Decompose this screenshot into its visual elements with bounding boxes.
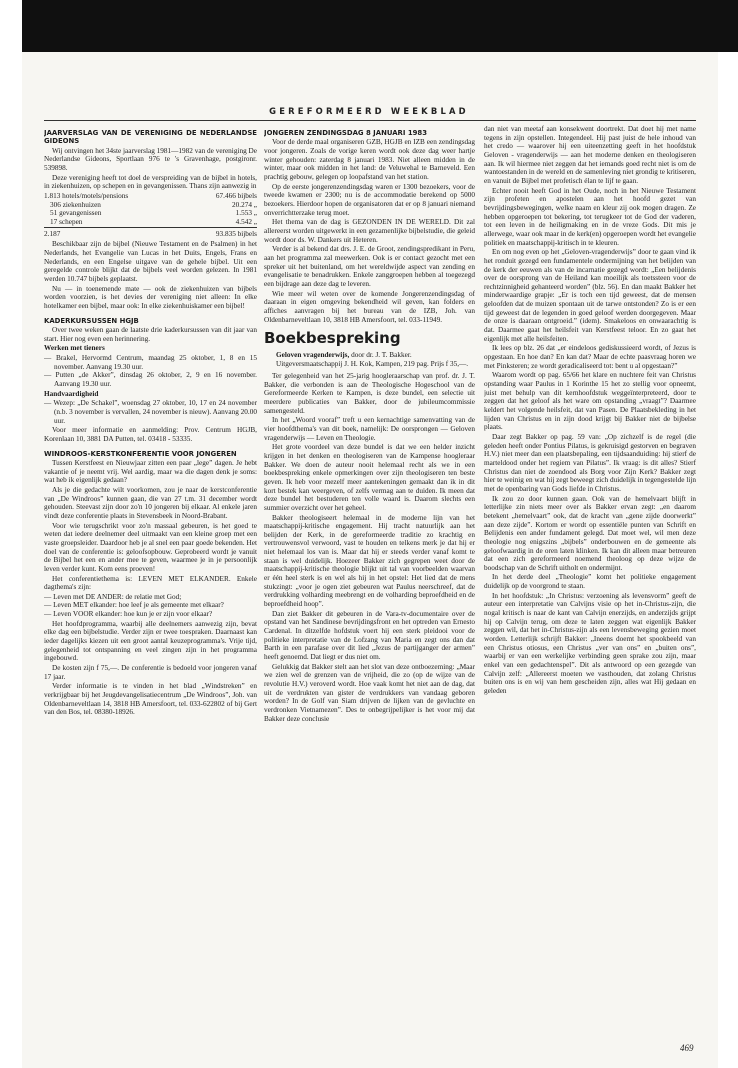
column-2	[264, 125, 475, 1045]
review-paragraph: En om nog even op het „Geloven-vragenderwijs” door te gaan vind ik het ronduit gezegd een fundamentele ondermijning van het belijden van de kerk der eeuwen als van de incarnatie gezegd wordt: „Een belijdenis over de oorsprong van de Heiland kan moeilijk als toetssteen voor de rechtzinnigheid gehanteerd worden” (blz. 56). En dan maakt Bakker het minderwaardige grapje: „Er is toch een tijd geweest, dat de mensen geloofden dat de muizen spontaan uit de tarwe ontstonden? Zo is er een tijd geweest dat de legenden in goed geloof werden doorgegeven. Maar de onze is daaraan ontgroeid.” (idem). Smakeloos en onwaarachtig is dat. Daarmee gaat het heilsfeit van Kerstfeest teloor. En zo gaat het eigenlijk met alle heilsfeiten.	[484, 248, 696, 343]
windroos-paragraph: Tussen Kerstfeest en Nieuwjaar zitten een paar „lege” dagen. Je hebt vakantie of je neemt vrij. Wel aardig, maar wa die dagen denk je soms: wat heb ik eigenlijk gedaan?	[44, 458, 257, 485]
windroos-list	[44, 593, 257, 619]
stats-label: 17 schepen	[50, 218, 83, 227]
stats-label: 306 ziekenhuizen	[50, 200, 101, 209]
stats-row	[44, 201, 257, 210]
stats-value: 67.466 bijbels	[215, 192, 257, 201]
book-author: door dr. J. T. Bakker.	[349, 351, 412, 360]
stats-label: 1.813 hotels/motels/pensions	[44, 192, 129, 201]
windroos-paragraph: Het hoofdprogramma, waarbij alle deelnemers aanwezig zijn, bevat elke dag een bijbelstudie. Verder zijn er twee toespraken. Daarnaast kan ieder dagelijks kiezen uit een groot aantal keuzeprogramma's. Vrije tijd, gelegenheid tot ontspanning en veel zingen zijn in het programma ingebouwd.	[44, 619, 257, 663]
stats-row	[44, 209, 257, 218]
stats-total-value: 93.835 bijbels	[187, 227, 257, 238]
review-paragraph: Ter gelegenheid van het 25-jarig hoogleraarschap van prof. dr. J. T. Bakker, die verbonden is aan de Theologische Hogeschool van de Gereformeerde Kerken te Kampen, is deze bundel, een selectie uit meerdere publicaties van Bakker, door de jubileumcommissie samengesteld.	[264, 372, 475, 415]
list-item: — Leven VOOR elkander: hoe kun je er zijn voor elkaar?	[44, 610, 213, 619]
column-3	[484, 125, 696, 1055]
gideons-paragraph: Deze vereniging heeft tot doel de verspreiding van de bijbel in hotels, in ziekenhuizen, op schepen en in gevangenissen. Thans zijn aanwezig in	[44, 173, 257, 191]
windroos-paragraph: De kosten zijn f 75,—. De conferentie is bedoeld voor jongeren vanaf 17 jaar.	[44, 664, 257, 681]
review-paragraph: In het derde deel „Theologie” komt het politieke engagement duidelijk op de voorgrond te staan.	[484, 573, 696, 591]
book-byline	[264, 351, 475, 368]
kader-list	[44, 399, 257, 425]
windroos-paragraph: Het conferentiethema is: LEVEN MET ELKANDER. Enkele dagthema's zijn:	[44, 574, 257, 592]
stats-label: 51 gevangenissen	[50, 209, 102, 218]
list-item: — Leven met DE ANDER: de relatie met God;	[44, 592, 182, 601]
kader-subheading: Werken met tieners	[44, 344, 105, 353]
windroos-heading: WINDROOS-KERSTKONFERENTIE VOOR JONGEREN	[44, 449, 237, 458]
review-paragraph: Echter nooit heeft God in het Oude, noch in het Nieuwe Testament zijn profeten en apostelen aan het hoofd gezet van bevrijdingsbewegingen, welke naam en kleur zij ook mogen dragen. Ze hebben opgeroepen tot bekering, tot terugkeer tot de God der vaderen, tot een leven in de heiligmaking en in de vreze Gods. Dit mis je allerwege, waar ook maar in de kerk(en) opgeroepen wordt het evangelie politiek en maatschappij-kritisch in te kleuren.	[484, 186, 696, 247]
stats-row	[44, 192, 257, 201]
kader-list	[44, 354, 257, 389]
book-title: Geloven vragenderwijs,	[276, 351, 350, 360]
review-paragraph: In het „Woord vooraf” treft u een kernachtige samenvatting van de vier hoofdthema's van dit boek, namelijk: De oorsprongen — Geloven vragenderwijs — Leven en Theologie.	[264, 416, 475, 442]
kader-paragraph: Over twee weken gaan de laatste drie kaderkursussen van dit jaar van start. Hier nog even een herinnering.	[44, 326, 257, 343]
review-paragraph: Ik lees op blz. 26 dat „er eindeloos gediskussieerd wordt, of Jezus is opgestaan. En hoe dan? En kan dat? Maar de echte paasvraag horen we met Pinksteren; ze wordt geradicaliseerd tot: bent u al opgestaan?”	[484, 344, 696, 370]
windroos-paragraph: Voor wie terugschrikt voor zo'n massaal gebeuren, is het goed te weten dat iedere deelnemer deel uitmaakt van een kleine groep met een vaste groepsleider. Daardoor heb je al snel een paar goede bekenden. Het doel van de conferentie is: geloofsopbouw. Geprobeerd wordt je vanuit de Bijbel het een en ander mee te geven, waarmee je in je persoonlijk leven verder kunt. Kom eens proeven!	[44, 521, 257, 573]
stats-value: 1.553 „	[235, 209, 257, 218]
page-number: 469	[680, 1043, 694, 1053]
stats-total-label: 2.187	[44, 227, 187, 238]
review-paragraph: Ik zou zo door kunnen gaan. Ook van de hemelvaart blijft in letterlijke zin niets meer over als Bakker ervan zegt: „en daarom betekent „hemelvaart” ook, dat de kracht van „gene zijde doorwerkt” aan deze zijde”. Kortom er wordt op essentiële punten van Schrift en Belijdenis een ander fundament gelegd. Dat moet wel, wil men deze theologie nog enigszins „bijbels” onderbouwen en de gemeente als geloofwaardig in de oren laten klinken. Ik kan dit alleen maar betreuren dat een zich gereformeerd noemend theoloog op deze wijze de boodschap van de Schrift uitholt en ondermijnt.	[484, 494, 696, 572]
stats-value: 4.542 „	[235, 218, 257, 227]
header-rule	[44, 120, 696, 121]
kader-subheading: Handvaardigheid	[44, 389, 99, 398]
scan-top-edge	[0, 45, 22, 52]
boekbespreking-heading: Boekbespreking	[264, 329, 401, 348]
review-paragraph: dan niet van meetaf aan konsekwent doortrekt. Dat doet hij met name tegens in zijn opstellen. Integendeel. Hij past juist de hele inhoud van het credo — waarover hij een uiteenzetting geeft in het hoofdstuk Geloven - vragenderwijs — aan het moderne denken en theologiseren aan. Ik wil hiermee niet zeggen dat het iemands goed recht niet is om de wantoestanden in de wereld en de samenleving niet grondig te kritiseren, en vanuit de Bijbel met profetisch élan te lijf te gaan.	[484, 125, 696, 185]
list-item: — Leven MET elkander: hoe leef je als gemeente met elkaar?	[44, 601, 224, 610]
gideons-paragraph: Wij ontvingen het 34ste jaarverslag 1981—1982 van de vereniging De Nederlandse Gideons, Sportlaan 976 te 's Gravenhage, postgironr. 539898.	[44, 146, 257, 173]
stats-total-row	[44, 227, 257, 238]
windroos-paragraph: Verder informatie is te vinden in het blad „Windstreken” en verkrijgbaar bij het Jeugdevangelisatiecentrum „De Windroos”, Joh. van Oldenbarneveltlaan 14, 3818 HB Amersfoort, tel. 033-622802 of bij Gert van den Bos, tel. 08380-18926.	[44, 682, 257, 717]
list-item: — Wezep: „De Schakel”, woensdag 27 oktober, 10, 17 en 24 november (n.b. 3 november is vervallen, 24 november is nieuw). Aanvang 20.00 uur.	[44, 399, 257, 425]
list-item: — Putten „de Akker”, dinsdag 26 oktober, 2, 9 en 16 november. Aanvang 19.30 uur.	[44, 371, 257, 388]
gideons-heading: JAARVERSLAG VAN DE VERENIGING DE NEDERLANDSE GIDEONS	[44, 129, 257, 146]
kader-paragraph: Voor meer informatie en aanmelding: Prov. Centrum HGJB, Korenlaan 10, 3881 DA Putten, tel. 03418 - 53335.	[44, 426, 257, 443]
bible-stats-table	[44, 192, 257, 238]
review-paragraph: Daar zegt Bakker op pag. 59 van: „Op zichzelf is de regel (die geleden heeft onder Pontius Pilatus, is gekruisigd gestorven en begraven H.V.) niet meer dan een plaatsbepaling, een tijdsaanduiding: hij stierf de marteldood onder het regiem van Pilatus”. Ik vraag: is dit alles? Stierf Christus dan niet de zoendood als Borg voor Zijn Kerk? Bakker zegt hier te weinig en wat hij zegt beweegt zich duidelijk in tegengestelde lijn met de openbaring van Gods liefde in Christus.	[484, 432, 696, 493]
book-publisher: Uitgeversmaatschappij J. H. Kok, Kampen, 219 pag. Prijs f 35,—.	[276, 359, 469, 368]
scan-top-border	[22, 0, 738, 52]
kader-heading: KADERKURSUSSEN HGJB	[44, 316, 139, 325]
zendingsdag-paragraph: Het thema van de dag is GEZONDEN IN DE WERELD. Dit zal allereerst worden uitgewerkt in een gezamenlijke bijbelstudie, die geleid wordt door ds. W. Dankers uit Heteren.	[264, 218, 475, 244]
zendingsdag-heading: JONGEREN ZENDINGSDAG 8 JANUARI 1983	[264, 129, 427, 137]
scan-right-margin	[718, 52, 738, 1068]
running-header: GEREFORMEERD WEEKBLAD	[269, 106, 469, 116]
review-paragraph: Waarom wordt op pag. 65/66 het klare en nuchtere feit van Christus opstanding waar Paulus in 1 Korinthe 15 het zo stellig voor opneemt, juist met behulp van dit kernhoofdstuk weggeïnterpreteerd, door te zeggen dat het geloof als het ware om opstanding „vraagt”? Daarmee keldert het volgende heilsfeit, dat van Pasen. De Plaatsbekleding in het lijden van Christus en in zijn dood krijgt bij Bakker niet de bijbelse plaats.	[484, 371, 696, 432]
zendingsdag-paragraph: Voor de derde maal organiseren GZB, HGJB en IZB een zendingsdag voor jongeren. Zoals de vorige keren wordt ook deze dag weer hartje winter gehouden: zaterdag 8 januari 1983. Niet alleen midden in de winter, maar ook midden in het land: de Veluwehal te Barneveld. Een prachtig gebouw, gelegen op loopafstand van het station.	[264, 138, 475, 182]
review-paragraph: Het grote voordeel van deze bundel is dat we een helder inzicht krijgen in het denken en theologiseren van de Kampense hoogleraar Bakker. We doen de auteur nooit helemaal recht als we in een boekbespreking enkele opmerkingen over zijn theologiseren ten beste geven. Ik heb voor mezelf meer aantekeningen gemaakt dan ik in dit kort bestek kan weergeven, of zelfs vermag aan te duiden. Ik meen dat deze bundel het bestuderen ten volle waard is. Daarom slechts een summier overzicht over het geheel.	[264, 443, 475, 512]
review-paragraph: In het hoofdstuk: „In Christus: verzoening als levensvorm” geeft de auteur een interpretatie van Calvijns visie op het in-Christus-zijn, die nogal kritisch is naar de kant van Calvijn enerzijds, en anderzijds grijpt hij op Calvijn terug, om deze te laten zeggen wat eigenlijk Bakker zeggen wil, dat het in-Christus-zijn als een levensbeweging gezien moet worden. Letterlijk schrijft Bakker: „Ineens doemt het spookbeeld van een Christus otiosus, een Christus „ver van ons” en „buiten ons”, waarbij er van een werkelijke verbinding geen sprake zou zijn, maar enkel van een gedachtenspel”. Dit als antwoord op een gezegde van Calvijn zelf: „Allereerst moeten we vasthouden, dat zolang Christus buiten ons is en wij van hem gescheiden zijn, alles wat Hij gedaan en geleden	[484, 591, 696, 695]
gideons-paragraph: Beschikbaar zijn de bijbel (Nieuwe Testament en de Psalmen) in het Nederlands, het Evangelie van Lucas in het Duits, Engels, Frans en Nederlands, en een Engelse uitgave van de gehele bijbel. Uit een geregelde controle blijkt dat de bijbels veel worden gelezen. In 1981 werden 10.747 bijbels geplaatst.	[44, 240, 257, 283]
zendingsdag-paragraph: Wie meer wil weten over de komende Jongerenzendingsdag of daaraan in eigen omgeving bekendheid wil geven, kan folders en affiches aanvragen bij het bureau van de IZB, Joh. van Oldenbarneveltlaan 10, 3818 HB Amersfoort, tel. 033-11949.	[264, 289, 475, 324]
stats-value: 20.274 „	[232, 200, 257, 209]
windroos-paragraph: Als je die gedachte wilt voorkomen, zou je naar de kerstconferentie van „De Windroos” kunnen gaan, die van 27 t.m. 31 december wordt gehouden. Steevast zijn door zo'n 10 jongeren bij elkaar. Al enkele jaren vindt deze conferentie plaats in Stevensbeek in Noord-Brabant.	[44, 485, 257, 520]
stats-row	[44, 218, 257, 227]
zendingsdag-paragraph: Op de eerste jongerenzendingsdag waren er 1300 bezoekers, voor de tweede kwamen er 2300; nu is de accommodatie berekend op 5000 bezoekers. Hierdoor hopen de organisatoren dat er op 8 januari niemand onverrichtterzake terug moet.	[264, 182, 475, 217]
gideons-paragraph: Nu — in toenemende mate — ook de ziekenhuizen van bijbels worden voorzien, is het devies der vereniging niet alleen: In elke hotelkamer een bijbel, maar ook: In elke ziekenhuiskamer een bijbel!	[44, 284, 257, 310]
zendingsdag-paragraph: Verder is al bekend dat drs. J. E. de Groot, zendingspredikant in Peru, aan het programma zal meewerken. Ook is er contact gezocht met een spreker uit het buitenland, om het wereldwijde aspect van zending en evangelisatie te benadrukken. Enkele zanggroepen hebben al toegezegd een bijdrage aan deze dag te leveren.	[264, 245, 475, 288]
column-1	[44, 125, 257, 1045]
list-item: — Brakel, Hervormd Centrum, maandag 25 oktober, 1, 8 en 15 november. Aanvang 19.30 uur.	[44, 354, 257, 371]
review-paragraph: Dan ziet Bakker dit gebeuren in de Vara-tv-documentaire over de opstand van het Sandinese bevrijdingsfront en het optreden van Ernesto Cardenal. In ditzelfde hofdstuk voert hij een sterk pleidooi voor de politieke interpretatie van de Lofzang van Maria en zegt ons dan dat Barth in een parafase over dit lied „Jezus de partijganger der armen” heeft genoemd. Dat liegt er dus niet om.	[264, 609, 475, 661]
review-paragraph: Gelukkig dat Bakker stelt aan het slot van deze ontboezeming: „Maar we zien wel de grenzen van de vrijheid, die zo (op de wijze van de revolutie H.V.) veroverd wordt. Hoe vaak komt het niet aan de dag, dat uit de verdrukten van gister de verdrukkers van vandaag geboren worden? In de Golf van Siam drijven de lijken van de gevluchte en verdronken Vietnamezen”. Des te onbegrijpelijker is het voor mij dat Bakker deze conclusie	[264, 662, 475, 723]
review-paragraph: Bakker theologiseert helemaal in de moderne lijn van het maatschappij-kritische engagement. Hij tracht natuurlijk aan het belijden der Kerk, in de gereformeerde traditie zo krachtig en vertrouwensvol verwoord, vast te houden en telkens merk je dat hij er niet helemaal los van is. Maar dat hij er steeds verder vanaf komt te staan is wel duidelijk. Hoezeer Bakker zich gegrepen weet door de maatschappij-kritische theologie blijkt uit tal van voorbeelden waarvan er één heel sterk is en wel als hij in het opstel: Het lied dat de mens stukzingt: „voor je ogen ziet gebeuren wat Paulus neerschreef, dat de verdrukking volharding meebrengt en de volharding beproefdheid en de beproefdheid hoop”.	[264, 513, 475, 609]
